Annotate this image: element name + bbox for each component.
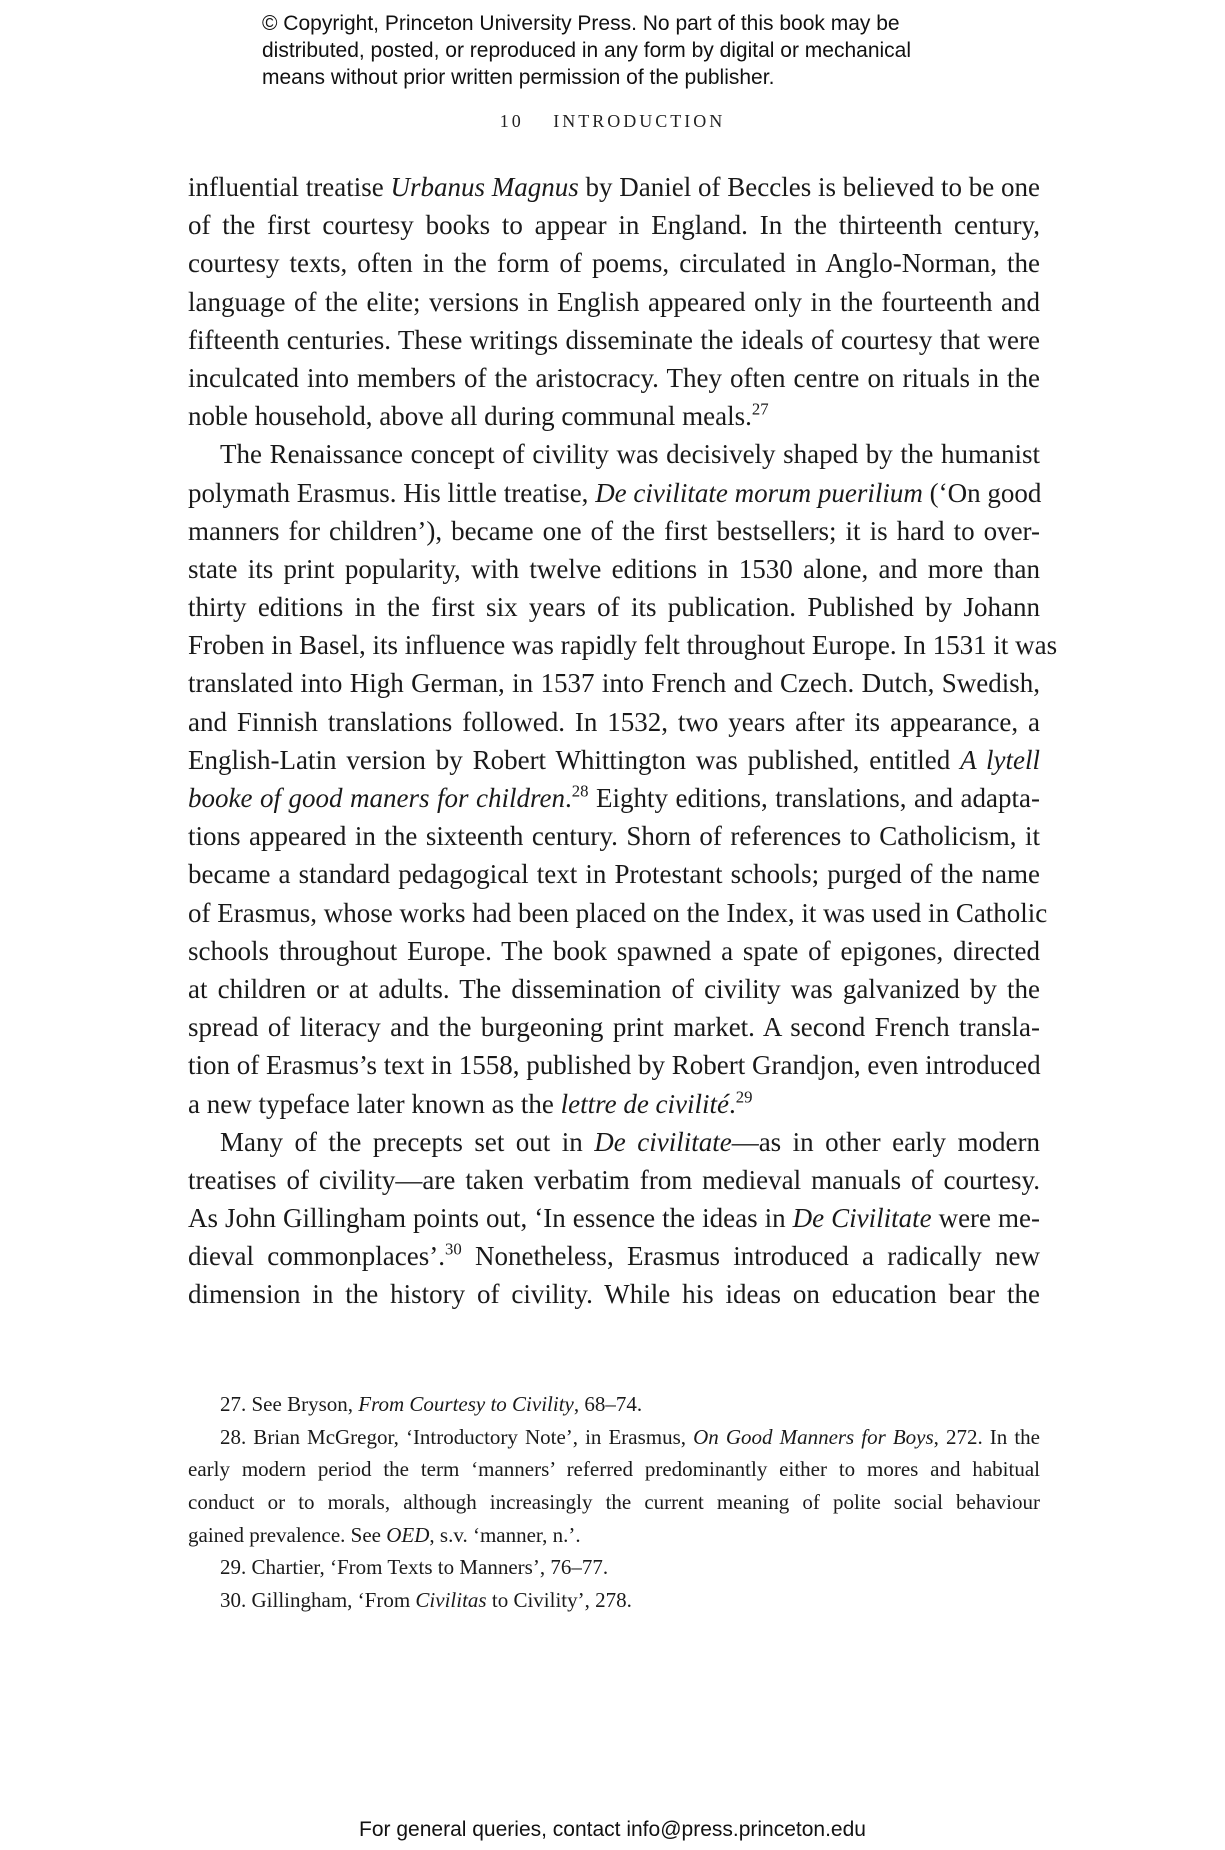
footnote-28: 28. Brian McGregor, ‘Introductory Note’, in Erasmus, On Good Manners for Boys, 272. In the [220,1424,1040,1449]
text-line: influential treatise Urbanus Magnus by Daniel of Beccles is believed to be one [188,172,1040,202]
text-line: at children or at adults. The dissemination of civility was galvanized by the [188,973,1040,1004]
text-line: tions appeared in the sixteenth century. Shorn of references to Catholicism, it [188,821,1040,852]
text-line: schools throughout Europe. The book spawned a spate of epigones, directed [188,935,1040,966]
text-line: English-Latin version by Robert Whittington was published, entitled A lytell [188,744,1040,775]
copyright-line: means without prior written permission of the publisher. [262,66,775,89]
text-line: of Erasmus, whose works had been placed on the Index, it was used in Catholic [188,897,1048,928]
footnote-ref: 30 [444,1239,462,1259]
footnote-30: 30. Gillingham, ‘From Civilitas to Civility’, 278. [220,1588,632,1613]
text-line: dimension in the history of civility. While his ideas on education bear the [188,1279,1040,1310]
footnote-ref: 27 [751,399,769,419]
text-line: language of the elite; versions in English appeared only in the fourteenth and [188,286,1040,317]
copyright-notice [262,10,1022,91]
text-line: dieval commonplaces’.$^{30}$ Nonetheless, Erasmus introduced a radically new [188,1239,1040,1272]
text-line: noble household, above all during communal meals.$^{27}$ [188,399,769,432]
contact-footer: For general queries, contact info@press.princeton.edu [359,1818,866,1841]
footnote-28-line: early modern period the term ‘manners’ referred predominantly either to mores and habitual [188,1457,1040,1482]
text-line: As John Gillingham points out, ‘In essence the ideas in De Civilitate were me- [188,1203,1041,1234]
footnote-ref: 28 [571,781,589,801]
footnote-29: 29. Chartier, ‘From Texts to Manners’, 76–77. [220,1555,609,1580]
text-line: state its print popularity, with twelve editions in 1530 alone, and more than [188,553,1040,584]
text-line: translated into High German, in 1537 into French and Czech. Dutch, Swedish, [188,668,1040,699]
footnote-28-line: conduct or to morals, although increasingly the current meaning of polite social behaviour [188,1490,1040,1515]
text-line: fifteenth centuries. These writings disseminate the ideals of courtesy that were [188,324,1040,355]
text-line: manners for children’), became one of the first bestsellers; it is hard to over- [188,515,1040,546]
text-line: of the first courtesy books to appear in England. In the thirteenth century, [188,210,1040,241]
page-number: 10 [499,111,524,131]
footnote-27: 27. See Bryson, From Courtesy to Civility, 68–74. [220,1392,643,1416]
text-line: Many of the precepts set out in De civilitate—as in other early modern [220,1126,1040,1157]
text-line: Froben in Basel, its influence was rapidly felt throughout Europe. In 1531 it was [188,630,1058,661]
text-line: inculcated into members of the aristocracy. They often centre on rituals in the [188,362,1040,393]
text-line: treatises of civility—are taken verbatim from medieval manuals of courtesy. [188,1164,1040,1195]
text-line: courtesy texts, often in the form of poems, circulated in Anglo-Norman, the [188,248,1040,279]
footnote-28-line: gained prevalence. See OED, s.v. ‘manner, n.’. [188,1522,581,1547]
text-line: The Renaissance concept of civility was decisively shaped by the humanist [220,439,1040,470]
text-line: a new typeface later known as the lettre de civilité.$^{29}$ [188,1087,753,1119]
footnotes [188,1388,1040,1617]
footnote-ref: 29 [735,1087,753,1107]
text-line: became a standard pedagogical text in Protestant schools; purged of the name [188,859,1040,890]
text-line: and Finnish translations followed. In 1532, two years after its appearance, a [188,706,1040,737]
chapter-title: INTRODUCTION [553,111,726,131]
text-line: booke of good maners for children.$^{28}$ Eighty editions, translations, and adapta- [188,781,1040,813]
text-line: thirty editions in the first six years of its publication. Published by Johann [188,592,1040,623]
body-text [188,168,1058,1314]
text-line: tion of Erasmus’s text in 1558, published by Robert Grandjon, even introduced [188,1050,1041,1081]
copyright-line: distributed, posted, or reproduced in any form by digital or mechanical [262,39,912,62]
copyright-line: © Copyright, Princeton University Press. No part of this book may be [262,12,900,35]
text-line: polymath Erasmus. His little treatise, De civilitate morum puerilium (‘On good [188,477,1042,508]
running-head [0,111,1225,132]
text-line: spread of literacy and the burgeoning print market. A second French transla- [188,1012,1040,1043]
